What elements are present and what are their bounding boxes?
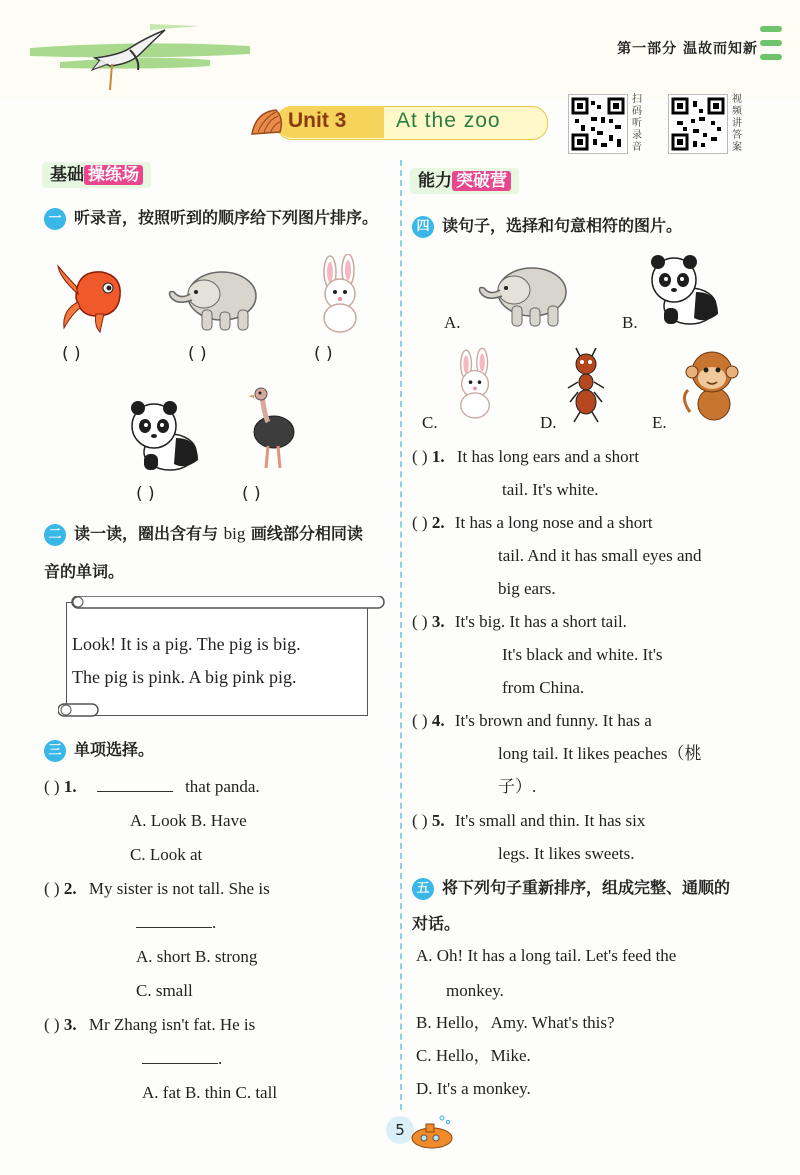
item-number: 2. — [431, 513, 445, 532]
submarine-icon — [408, 1112, 456, 1152]
item-number: 3. — [431, 612, 445, 631]
answer-blank[interactable]: ( ) — [136, 484, 155, 504]
corner-decoration — [760, 26, 782, 68]
monkey-icon — [680, 346, 744, 426]
item-number: 5. — [431, 811, 445, 830]
item-text: It's small and thin. It has six — [454, 811, 646, 830]
rabbit-icon — [450, 346, 500, 422]
section-tag-ability — [410, 168, 519, 194]
shell-icon — [248, 108, 288, 138]
item-options: C. Look at — [130, 845, 203, 864]
panda-icon — [126, 398, 202, 474]
question-3-item-2 — [44, 878, 270, 900]
dialogue-line-a-cont: monkey. — [446, 981, 504, 1000]
qr-code-audio[interactable] — [568, 94, 628, 154]
question-5-title-cont: 对话。 — [412, 914, 461, 933]
item-number: 1. — [63, 777, 77, 796]
unit-label: Unit 3 — [288, 109, 347, 132]
goldfish-icon — [56, 258, 126, 334]
reading-line: Look! It is a pig. The pig is big. — [72, 634, 301, 654]
item-text: It's black and white. It's — [502, 645, 663, 664]
item-continuation — [142, 1048, 222, 1070]
rabbit-icon — [312, 254, 368, 334]
item-text: It has long ears and a short — [456, 447, 640, 466]
tag-highlight: 操练场 — [84, 165, 143, 185]
answer-blank[interactable]: ( ) — [44, 777, 60, 796]
answer-blank[interactable]: ( ) — [412, 513, 428, 532]
answer-blank[interactable]: ( ) — [412, 612, 428, 631]
item-options: C. small — [136, 981, 193, 1000]
unit-banner — [248, 102, 548, 142]
reading-line: The pig is pink. A big pink pig. — [72, 667, 297, 687]
reading-text — [72, 628, 301, 694]
answer-blank[interactable]: ( ) — [188, 344, 207, 364]
item-text: tail. And it has small eyes and — [498, 546, 702, 565]
picture-label-a: A. — [444, 313, 461, 332]
answer-blank[interactable]: ( ) — [62, 344, 81, 364]
answer-blank[interactable]: ( ) — [242, 484, 261, 504]
question-5-title — [412, 876, 730, 900]
item-continuation — [136, 912, 216, 934]
question-4-item-2 — [412, 512, 653, 534]
fill-blank[interactable] — [97, 777, 173, 792]
punctuation: . — [218, 1049, 223, 1068]
dialogue-line-b: B. Hello，Amy. What's this? — [416, 1013, 615, 1032]
item-text: big ears. — [498, 579, 556, 598]
tag-text: 能力 — [418, 171, 452, 191]
question-number: 三 — [44, 740, 66, 762]
answer-blank[interactable]: ( ) — [44, 1015, 60, 1034]
answer-blank[interactable]: ( ) — [412, 711, 428, 730]
question-4-item-3 — [412, 611, 627, 633]
answer-blank[interactable]: ( ) — [44, 879, 60, 898]
unit-title: At the zoo — [396, 109, 501, 132]
qr-code-video[interactable] — [668, 94, 728, 154]
question-3-item-3 — [44, 1014, 255, 1036]
item-text: It has a long nose and a short — [454, 513, 653, 532]
question-4-item-5 — [412, 810, 645, 832]
answer-blank[interactable]: ( ) — [314, 344, 333, 364]
question-3-title — [44, 738, 154, 762]
question-number: 二 — [44, 524, 66, 546]
fill-blank[interactable] — [142, 1049, 218, 1064]
tag-text: 基础 — [50, 165, 84, 185]
page-number: 5 — [386, 1116, 414, 1144]
item-text: It's big. It has a short tail. — [454, 612, 627, 631]
question-1-title — [44, 206, 378, 230]
picture-label-d: D. — [540, 413, 557, 432]
question-text: 将下列句子重新排序，组成完整、通顺的 — [442, 878, 731, 897]
item-text: tail. It's white. — [502, 480, 599, 499]
question-text: 听录音，按照听到的顺序给下列图片排序。 — [74, 208, 379, 227]
question-4-item-1 — [412, 446, 639, 468]
punctuation: . — [212, 913, 217, 932]
question-2-title-cont: 音的单词。 — [44, 562, 125, 581]
item-number: 1. — [431, 447, 445, 466]
dialogue-line-c: C. Hello，Mike. — [416, 1046, 531, 1065]
question-number: 五 — [412, 878, 434, 900]
item-text: My sister is not tall. She is — [88, 879, 270, 898]
elephant-icon — [166, 266, 262, 334]
item-number: 2. — [63, 879, 77, 898]
dialogue-line-a: A. Oh! It has a long tail. Let's feed the — [416, 946, 677, 965]
item-number: 3. — [63, 1015, 77, 1034]
question-text: 单项选择。 — [74, 740, 155, 759]
question-text: 读句子，选择和句意相符的图片。 — [442, 216, 683, 235]
tag-highlight: 突破营 — [452, 171, 511, 191]
item-number: 4. — [431, 711, 445, 730]
section-tag-basic — [42, 162, 151, 188]
dialogue-line-d: D. It's a monkey. — [416, 1079, 531, 1098]
item-options: A. Look B. Have — [130, 811, 247, 830]
item-text: long tail. It likes peaches（桃 — [498, 744, 702, 763]
picture-label-e: E. — [652, 413, 667, 432]
item-options: A. short B. strong — [136, 947, 258, 966]
question-4-title — [412, 214, 682, 238]
qr-audio-label: 扫码听录音 — [632, 94, 642, 153]
qr-video-label: 视频讲答案 — [732, 94, 742, 153]
question-text: 画线部分相同读 — [250, 524, 363, 543]
item-text: 子）. — [498, 777, 537, 796]
ostrich-icon — [246, 384, 296, 472]
picture-label-c: C. — [422, 413, 438, 432]
target-word: big — [223, 524, 246, 543]
item-text: legs. It likes sweets. — [498, 844, 635, 863]
qr-icon — [569, 95, 627, 153]
picture-label-b: B. — [622, 313, 638, 332]
panda-icon — [646, 252, 722, 328]
elephant-icon — [476, 262, 572, 330]
question-number: 一 — [44, 208, 66, 230]
item-options: A. fat B. thin C. tall — [142, 1083, 278, 1102]
ant-icon — [566, 346, 606, 424]
item-text: Mr Zhang isn't fat. He is — [88, 1015, 256, 1034]
answer-blank[interactable]: ( ) — [412, 447, 428, 466]
section-header: 第一部分 温故而知新 — [617, 41, 758, 57]
question-text: 读一读，圈出含有与 — [74, 524, 219, 543]
question-3-item-1 — [44, 776, 260, 798]
question-2-title — [44, 522, 363, 546]
question-number: 四 — [412, 216, 434, 238]
item-text: that panda. — [185, 777, 260, 796]
answer-blank[interactable]: ( ) — [412, 811, 428, 830]
question-4-item-4 — [412, 710, 652, 732]
column-divider — [400, 160, 402, 1110]
fill-blank[interactable] — [136, 913, 212, 928]
item-text: from China. — [502, 678, 585, 697]
qr-icon — [669, 95, 727, 153]
item-text: It's brown and funny. It has a — [454, 711, 652, 730]
